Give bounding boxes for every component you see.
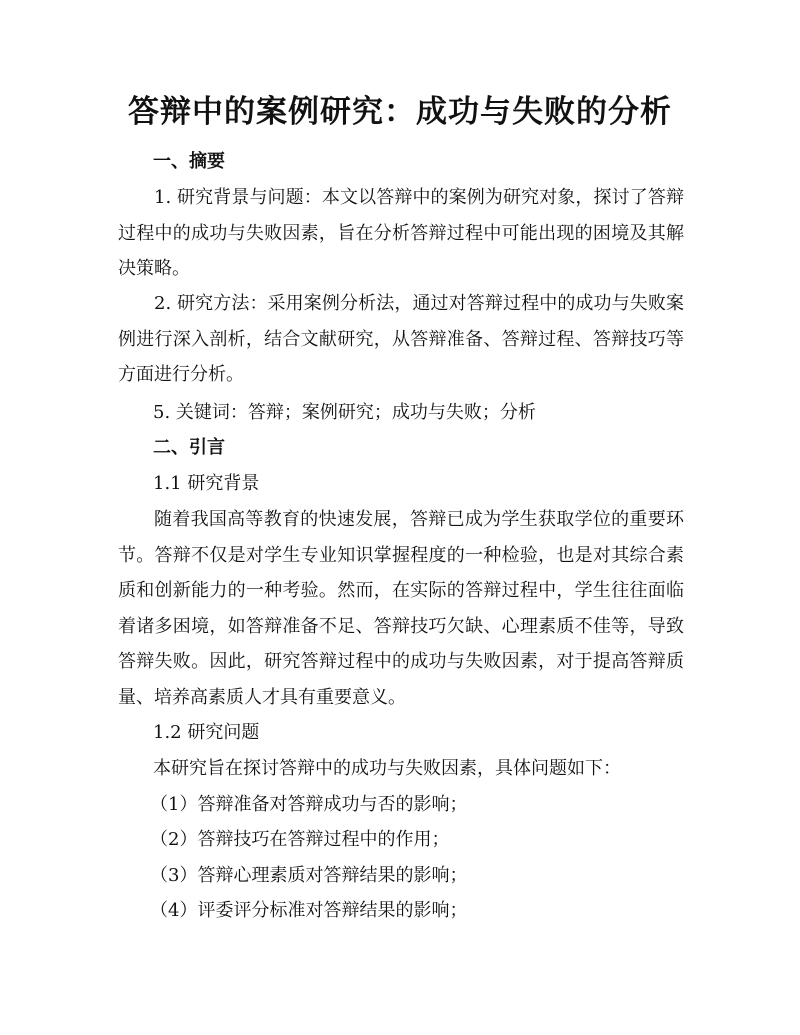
list-item-question-3: （3）答辩心理素质对答辩结果的影响； bbox=[150, 865, 468, 886]
list-item-question-4: （4）评委评分标准对答辩结果的影响； bbox=[150, 900, 468, 921]
questions-intro: 本研究旨在探讨答辩中的成功与失败因素，具体问题如下： bbox=[153, 758, 621, 779]
list-item-question-1: （1）答辩准备对答辩成功与否的影响； bbox=[150, 794, 468, 815]
introduction-heading: 二、引言 bbox=[153, 437, 225, 458]
background-paragraph: 随着我国高等教育的快速发展，答辩已成为学生获取学位的重要环节。答辩不仅是对学生专业知识掌握程度的一种检验，也是对其综合素质和创新能力的一种考验。然而，在实际的答辩过程中，学生往往面临着诸多困境，如答辩准备不足、答辩技巧欠缺、心理素质不佳等，导致答辩失败。因此，研究答辩过程中的成功与失败因素，对于提高答辩质量、培养高素质人才具有重要意义。 bbox=[118, 509, 684, 708]
abstract-paragraph-method: 2. 研究方法：采用案例分析法，通过对答辩过程中的成功与失败案例进行深入剖析，结合文献研究，从答辩准备、答辩过程、答辩技巧等方面进行分析。 bbox=[118, 293, 684, 385]
subsection-heading-background: 1.1 研究背景 bbox=[153, 473, 260, 494]
subsection-heading-questions: 1.2 研究问题 bbox=[153, 722, 260, 743]
document-title: 答辩中的案例研究：成功与失败的分析 bbox=[128, 94, 672, 130]
keywords-line: 5. 关键词：答辩；案例研究；成功与失败；分析 bbox=[153, 402, 536, 423]
abstract-heading: 一、摘要 bbox=[153, 151, 225, 172]
abstract-paragraph-background: 1. 研究背景与问题：本文以答辩中的案例为研究对象，探讨了答辩过程中的成功与失败因素，旨在分析答辩过程中可能出现的困境及其解决策略。 bbox=[118, 187, 684, 279]
list-item-question-2: （2）答辩技巧在答辩过程中的作用； bbox=[150, 829, 450, 850]
